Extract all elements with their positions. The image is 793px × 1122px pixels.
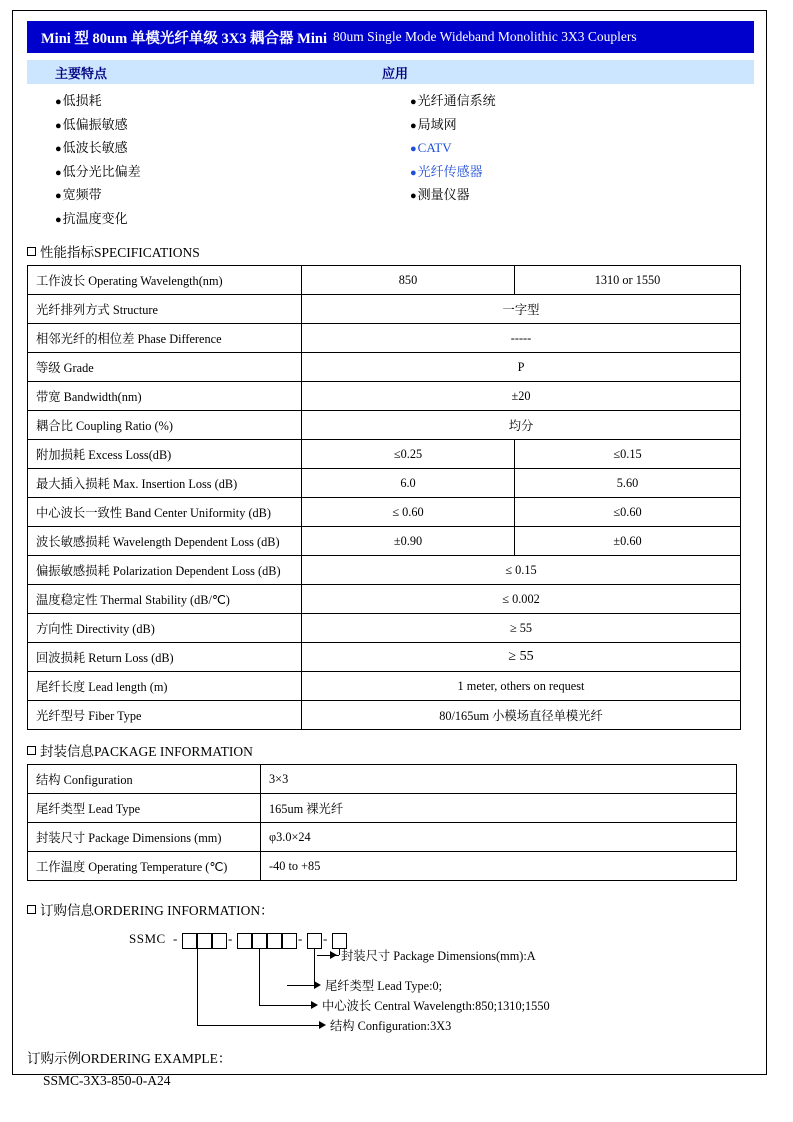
feature-label: 低分光比偏差 [62,163,141,179]
spec-value-1310-1550: 1310 or 1550 [515,266,741,295]
arrow-icon [319,1021,326,1029]
leader-line [339,949,340,955]
feature-label: 低偏振敏感 [62,116,128,132]
table-row [28,527,741,556]
table-row [28,643,741,672]
bullet-icon: ● [55,143,62,155]
bullet-icon: ● [410,119,417,132]
application-label: 测量仪器 [417,187,470,202]
spec-label: 方向性 Directivity (dB) [28,614,302,643]
package-heading-cn: 封装信息 [40,744,94,759]
list-item [382,90,742,114]
spec-label: 耦合比 Coupling Ratio (%) [28,411,302,440]
package-heading-en: PACKAGE INFORMATION [94,744,253,759]
code-box [197,933,212,949]
ordering-callout-lead-type: 尾纤类型 Lead Type:0; [325,979,443,993]
spec-label: 回波损耗 Return Loss (dB) [28,643,302,672]
table-row [28,266,741,295]
table-row [28,614,741,643]
spec-label: 工作波长 Operating Wavelength(nm) [28,266,302,295]
table-row [28,353,741,382]
code-box [212,933,227,949]
list-item [27,208,382,232]
package-label: 尾纤类型 Lead Type [28,794,261,823]
ordering-dash: - [228,931,233,946]
spec-value-1310-1550: 5.60 [515,469,741,498]
spec-value: 一字型 [302,295,741,324]
application-label: CATV [417,140,452,155]
list-item [382,137,742,161]
application-label: 光纤通信系统 [417,93,496,108]
code-box [252,933,267,949]
arrow-icon [314,981,321,989]
leader-line [314,949,315,985]
spec-value: 均分 [302,411,741,440]
spec-label: 中心波长一致性 Band Center Uniformity (dB) [28,498,302,527]
bullet-icon: ● [410,96,417,108]
leader-line [197,1025,319,1026]
ordering-heading [27,899,754,919]
leader-line [259,1005,311,1006]
spec-label: 最大插入损耗 Max. Insertion Loss (dB) [28,469,302,498]
list-item [382,184,742,208]
specifications-heading [27,241,754,261]
ordering-code-diagram [27,925,754,1045]
spec-label: 尾纤长度 Lead length (m) [28,672,302,701]
leader-line [197,949,198,1025]
spec-value: ±20 [302,382,741,411]
features-header-band [27,60,754,84]
package-value: 165um 裸光纤 [261,794,737,823]
leader-line [287,985,314,986]
package-label: 工作温度 Operating Temperature (℃) [28,852,261,881]
table-row [28,498,741,527]
spec-value: 80/165um 小模场直径单模光纤 [302,701,741,730]
spec-label: 光纤型号 Fiber Type [28,701,302,730]
spec-value: P [302,353,741,382]
table-row [28,794,737,823]
table-row [28,382,741,411]
square-bullet-icon [27,746,36,755]
features-columns [27,90,754,231]
example-heading [27,1047,754,1067]
spec-value: ≤ 0.002 [302,585,741,614]
spec-label: 附加损耗 Excess Loss(dB) [28,440,302,469]
specifications-heading-cn: 性能指标 [40,245,94,260]
spec-label: 相邻光纤的相位差 Phase Difference [28,324,302,353]
table-row [28,672,741,701]
spec-label: 光纤排列方式 Structure [28,295,302,324]
ordering-callout-package: 封装尺寸 Package Dimensions(mm):A [341,949,536,963]
list-item [27,161,382,185]
bullet-icon: ● [410,190,417,202]
table-row [28,556,741,585]
ordering-dash: - [323,931,328,946]
product-title-bar [27,21,754,53]
table-row [28,823,737,852]
spec-label: 等级 Grade [28,353,302,382]
arrow-icon [311,1001,318,1009]
table-row [28,324,741,353]
example-heading-cn: 订购示例 [27,1051,81,1066]
spec-value-1310-1550: ≤0.60 [515,498,741,527]
list-item [382,161,742,185]
table-row [28,469,741,498]
package-label: 封装尺寸 Package Dimensions (mm) [28,823,261,852]
package-table [27,764,737,881]
table-row [28,440,741,469]
package-value: -40 to +85 [261,852,737,881]
spec-value: 1 meter, others on request [302,672,741,701]
spec-value: ≤ 0.15 [302,556,741,585]
page-frame [12,10,767,1088]
spec-value-850: ±0.90 [302,527,515,556]
table-row [28,411,741,440]
spec-value: ≥ 55 [302,614,741,643]
spec-label: 温度稳定性 Thermal Stability (dB/℃) [28,585,302,614]
table-row [28,852,737,881]
spec-value-850: ≤ 0.60 [302,498,515,527]
product-title-cn: Mini 型 80um 单模光纤单级 3X3 耦合器 Mini [41,30,327,47]
table-row [28,295,741,324]
table-row [28,701,741,730]
code-box [282,933,297,949]
ordering-dash: - [298,931,303,946]
list-item [27,137,382,161]
spec-value-850: ≤0.25 [302,440,515,469]
specifications-table [27,265,741,730]
example-heading-en: ORDERING EXAMPLE： [81,1051,232,1066]
table-row [28,765,737,794]
feature-label: 低波长敏感 [62,140,128,155]
spec-label: 波长敏感损耗 Wavelength Dependent Loss (dB) [28,527,302,556]
spec-value-1310-1550: ≤0.15 [515,440,741,469]
bullet-icon: ● [410,143,417,155]
features-list [27,90,382,231]
leader-line [259,949,260,1005]
spec-value-850: 6.0 [302,469,515,498]
page-content [27,21,754,1089]
bullet-icon: ● [55,190,62,202]
package-value: 3×3 [261,765,737,794]
arrow-icon [330,951,337,959]
list-item [27,184,382,208]
specifications-heading-en: SPECIFICATIONS [94,245,200,260]
feature-label: 宽频带 [62,187,102,202]
table-row [28,585,741,614]
bullet-icon: ● [55,166,62,179]
example-order-code: SSMC-3X3-850-0-A24 [43,1073,171,1088]
code-box [237,933,252,949]
spec-label: 带宽 Bandwidth(nm) [28,382,302,411]
spec-value: ----- [302,324,741,353]
product-title-en: 80um Single Mode Wideband Monolithic 3X3 Couplers [332,29,637,44]
application-label: 光纤传感器 [417,163,483,179]
spec-value-850: 850 [302,266,515,295]
ordering-callout-configuration: 结构 Configuration:3X3 [330,1019,452,1033]
list-item [382,114,742,138]
spec-label: 偏振敏感损耗 Polarization Dependent Loss (dB) [28,556,302,585]
spec-value: ≥ 55 [302,643,741,672]
code-box [267,933,282,949]
package-value: φ3.0×24 [261,823,737,852]
bullet-icon: ● [55,213,62,226]
spec-value-1310-1550: ±0.60 [515,527,741,556]
applications-heading: 应用 [382,65,409,81]
list-item [27,114,382,138]
package-label: 结构 Configuration [28,765,261,794]
feature-label: 抗温度变化 [62,210,128,226]
code-box [182,933,197,949]
ordering-callout-wavelength: 中心波长 Central Wavelength:850;1310;1550 [322,999,550,1013]
square-bullet-icon [27,905,36,914]
feature-label: 低损耗 [62,93,102,108]
list-item [27,90,382,114]
package-heading [27,740,754,760]
code-box [307,933,322,949]
ordering-heading-cn: 订购信息 [40,903,94,918]
ordering-dash: - [173,931,178,946]
bullet-icon: ● [55,96,62,108]
application-label: 局域网 [417,116,457,132]
square-bullet-icon [27,247,36,256]
features-heading: 主要特点 [55,65,108,81]
bullet-icon: ● [55,119,62,132]
applications-list [382,90,742,231]
bullet-icon: ● [410,166,417,179]
ordering-prefix: SSMC [129,931,166,946]
ordering-heading-en: ORDERING INFORMATION： [94,903,274,918]
